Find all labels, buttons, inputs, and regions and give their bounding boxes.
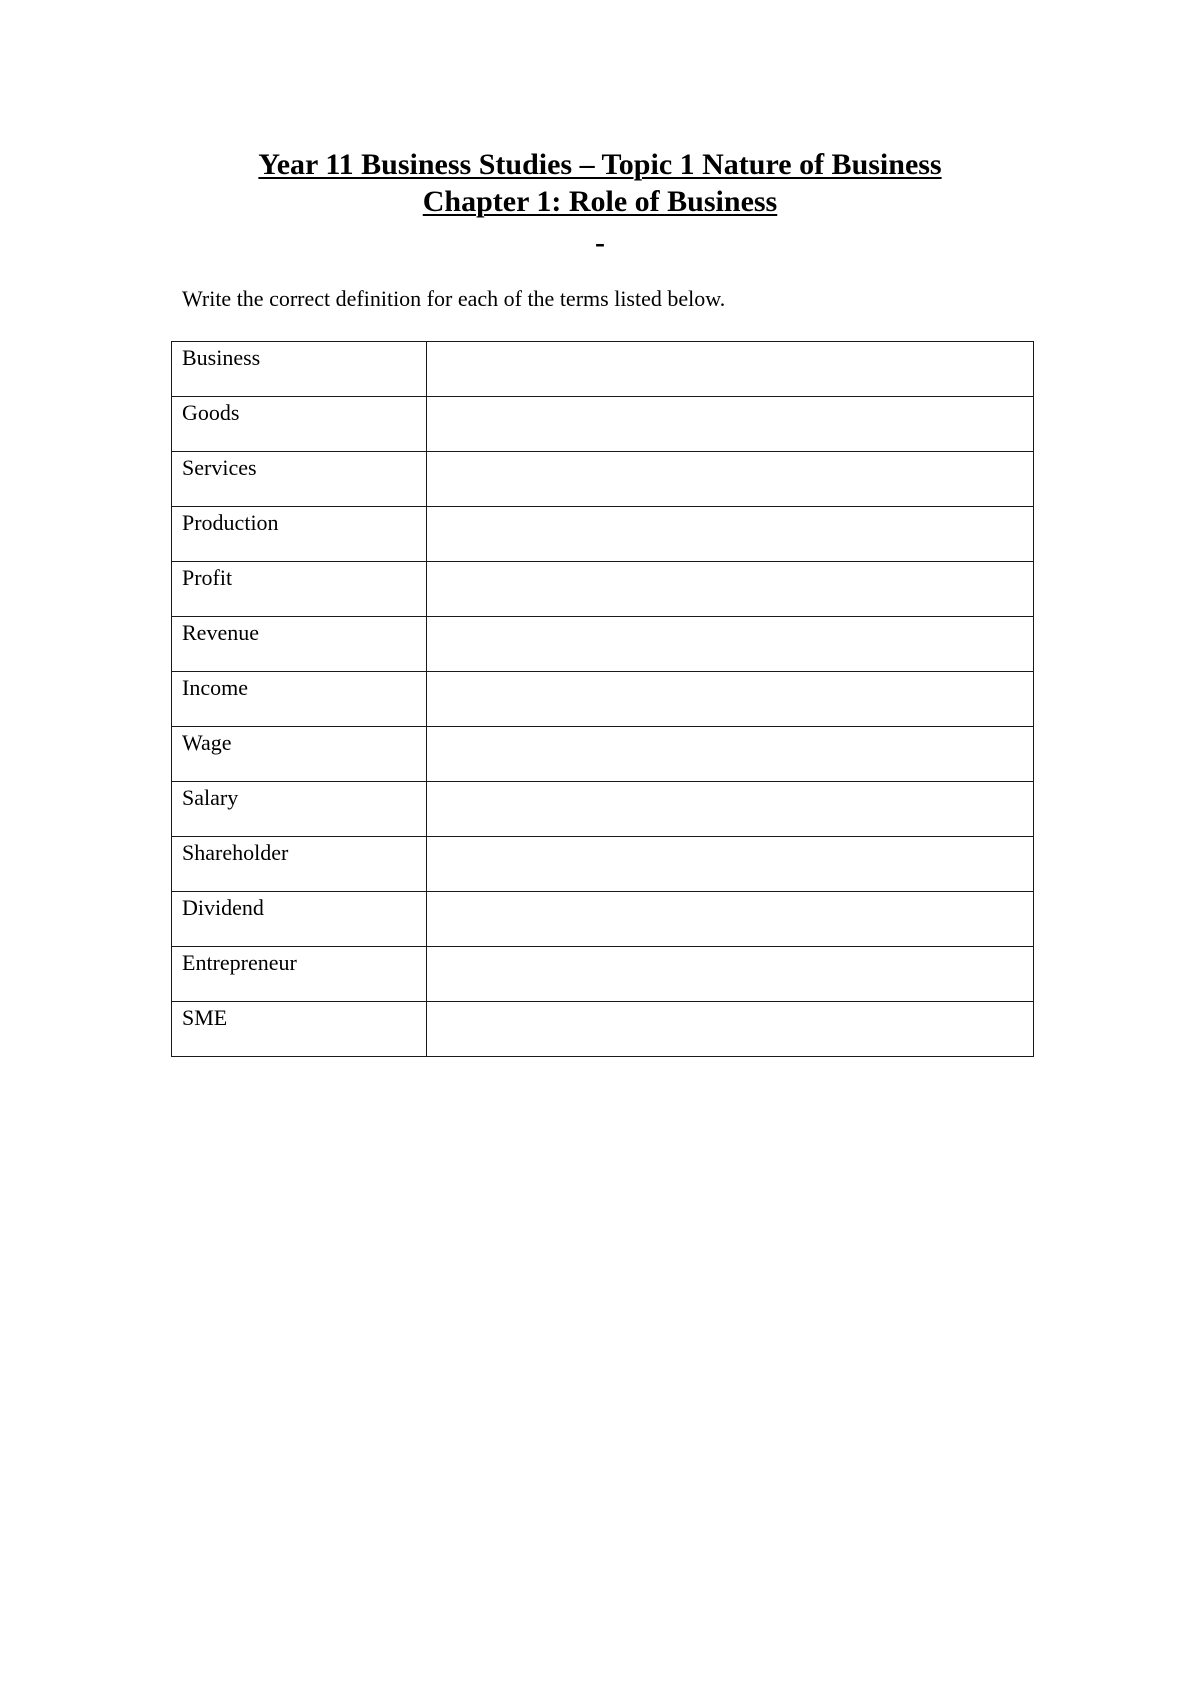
definition-cell[interactable] <box>426 892 1033 947</box>
term-cell: SME <box>172 1002 427 1057</box>
definition-cell[interactable] <box>426 672 1033 727</box>
term-cell: Goods <box>172 397 427 452</box>
definition-cell[interactable] <box>426 727 1033 782</box>
table-row <box>172 397 1034 452</box>
definition-cell[interactable] <box>426 617 1033 672</box>
definition-cell[interactable] <box>426 837 1033 892</box>
definition-cell[interactable] <box>426 1002 1033 1057</box>
term-cell: Income <box>172 672 427 727</box>
table-row <box>172 507 1034 562</box>
document-title: Year 11 Business Studies – Topic 1 Nature of Business <box>258 148 942 181</box>
definition-cell[interactable] <box>426 507 1033 562</box>
instruction-text: Write the correct definition for each of the terms listed below. <box>182 286 726 311</box>
table-row <box>172 782 1034 837</box>
term-cell: Entrepreneur <box>172 947 427 1002</box>
table-row <box>172 672 1034 727</box>
term-cell: Wage <box>172 727 427 782</box>
definition-cell[interactable] <box>426 342 1033 397</box>
term-cell: Revenue <box>172 617 427 672</box>
term-cell: Production <box>172 507 427 562</box>
definition-cell[interactable] <box>426 452 1033 507</box>
table-row <box>172 727 1034 782</box>
term-cell: Profit <box>172 562 427 617</box>
term-cell: Business <box>172 342 427 397</box>
definition-cell[interactable] <box>426 782 1033 837</box>
chapter-title: Chapter 1: Role of Business <box>422 185 778 218</box>
terms-table <box>171 341 1034 1057</box>
table-row <box>172 892 1034 947</box>
term-cell: Services <box>172 452 427 507</box>
table-row <box>172 342 1034 397</box>
table-row <box>172 452 1034 507</box>
term-cell: Salary <box>172 782 427 837</box>
table-row <box>172 947 1034 1002</box>
title-block <box>0 146 1200 220</box>
terms-table-body <box>172 342 1034 1057</box>
definition-cell[interactable] <box>426 947 1033 1002</box>
definition-cell[interactable] <box>426 397 1033 452</box>
definition-cell[interactable] <box>426 562 1033 617</box>
table-row <box>172 562 1034 617</box>
term-cell: Shareholder <box>172 837 427 892</box>
table-row <box>172 837 1034 892</box>
title-separator: - <box>595 226 605 259</box>
table-row <box>172 617 1034 672</box>
table-row <box>172 1002 1034 1057</box>
term-cell: Dividend <box>172 892 427 947</box>
